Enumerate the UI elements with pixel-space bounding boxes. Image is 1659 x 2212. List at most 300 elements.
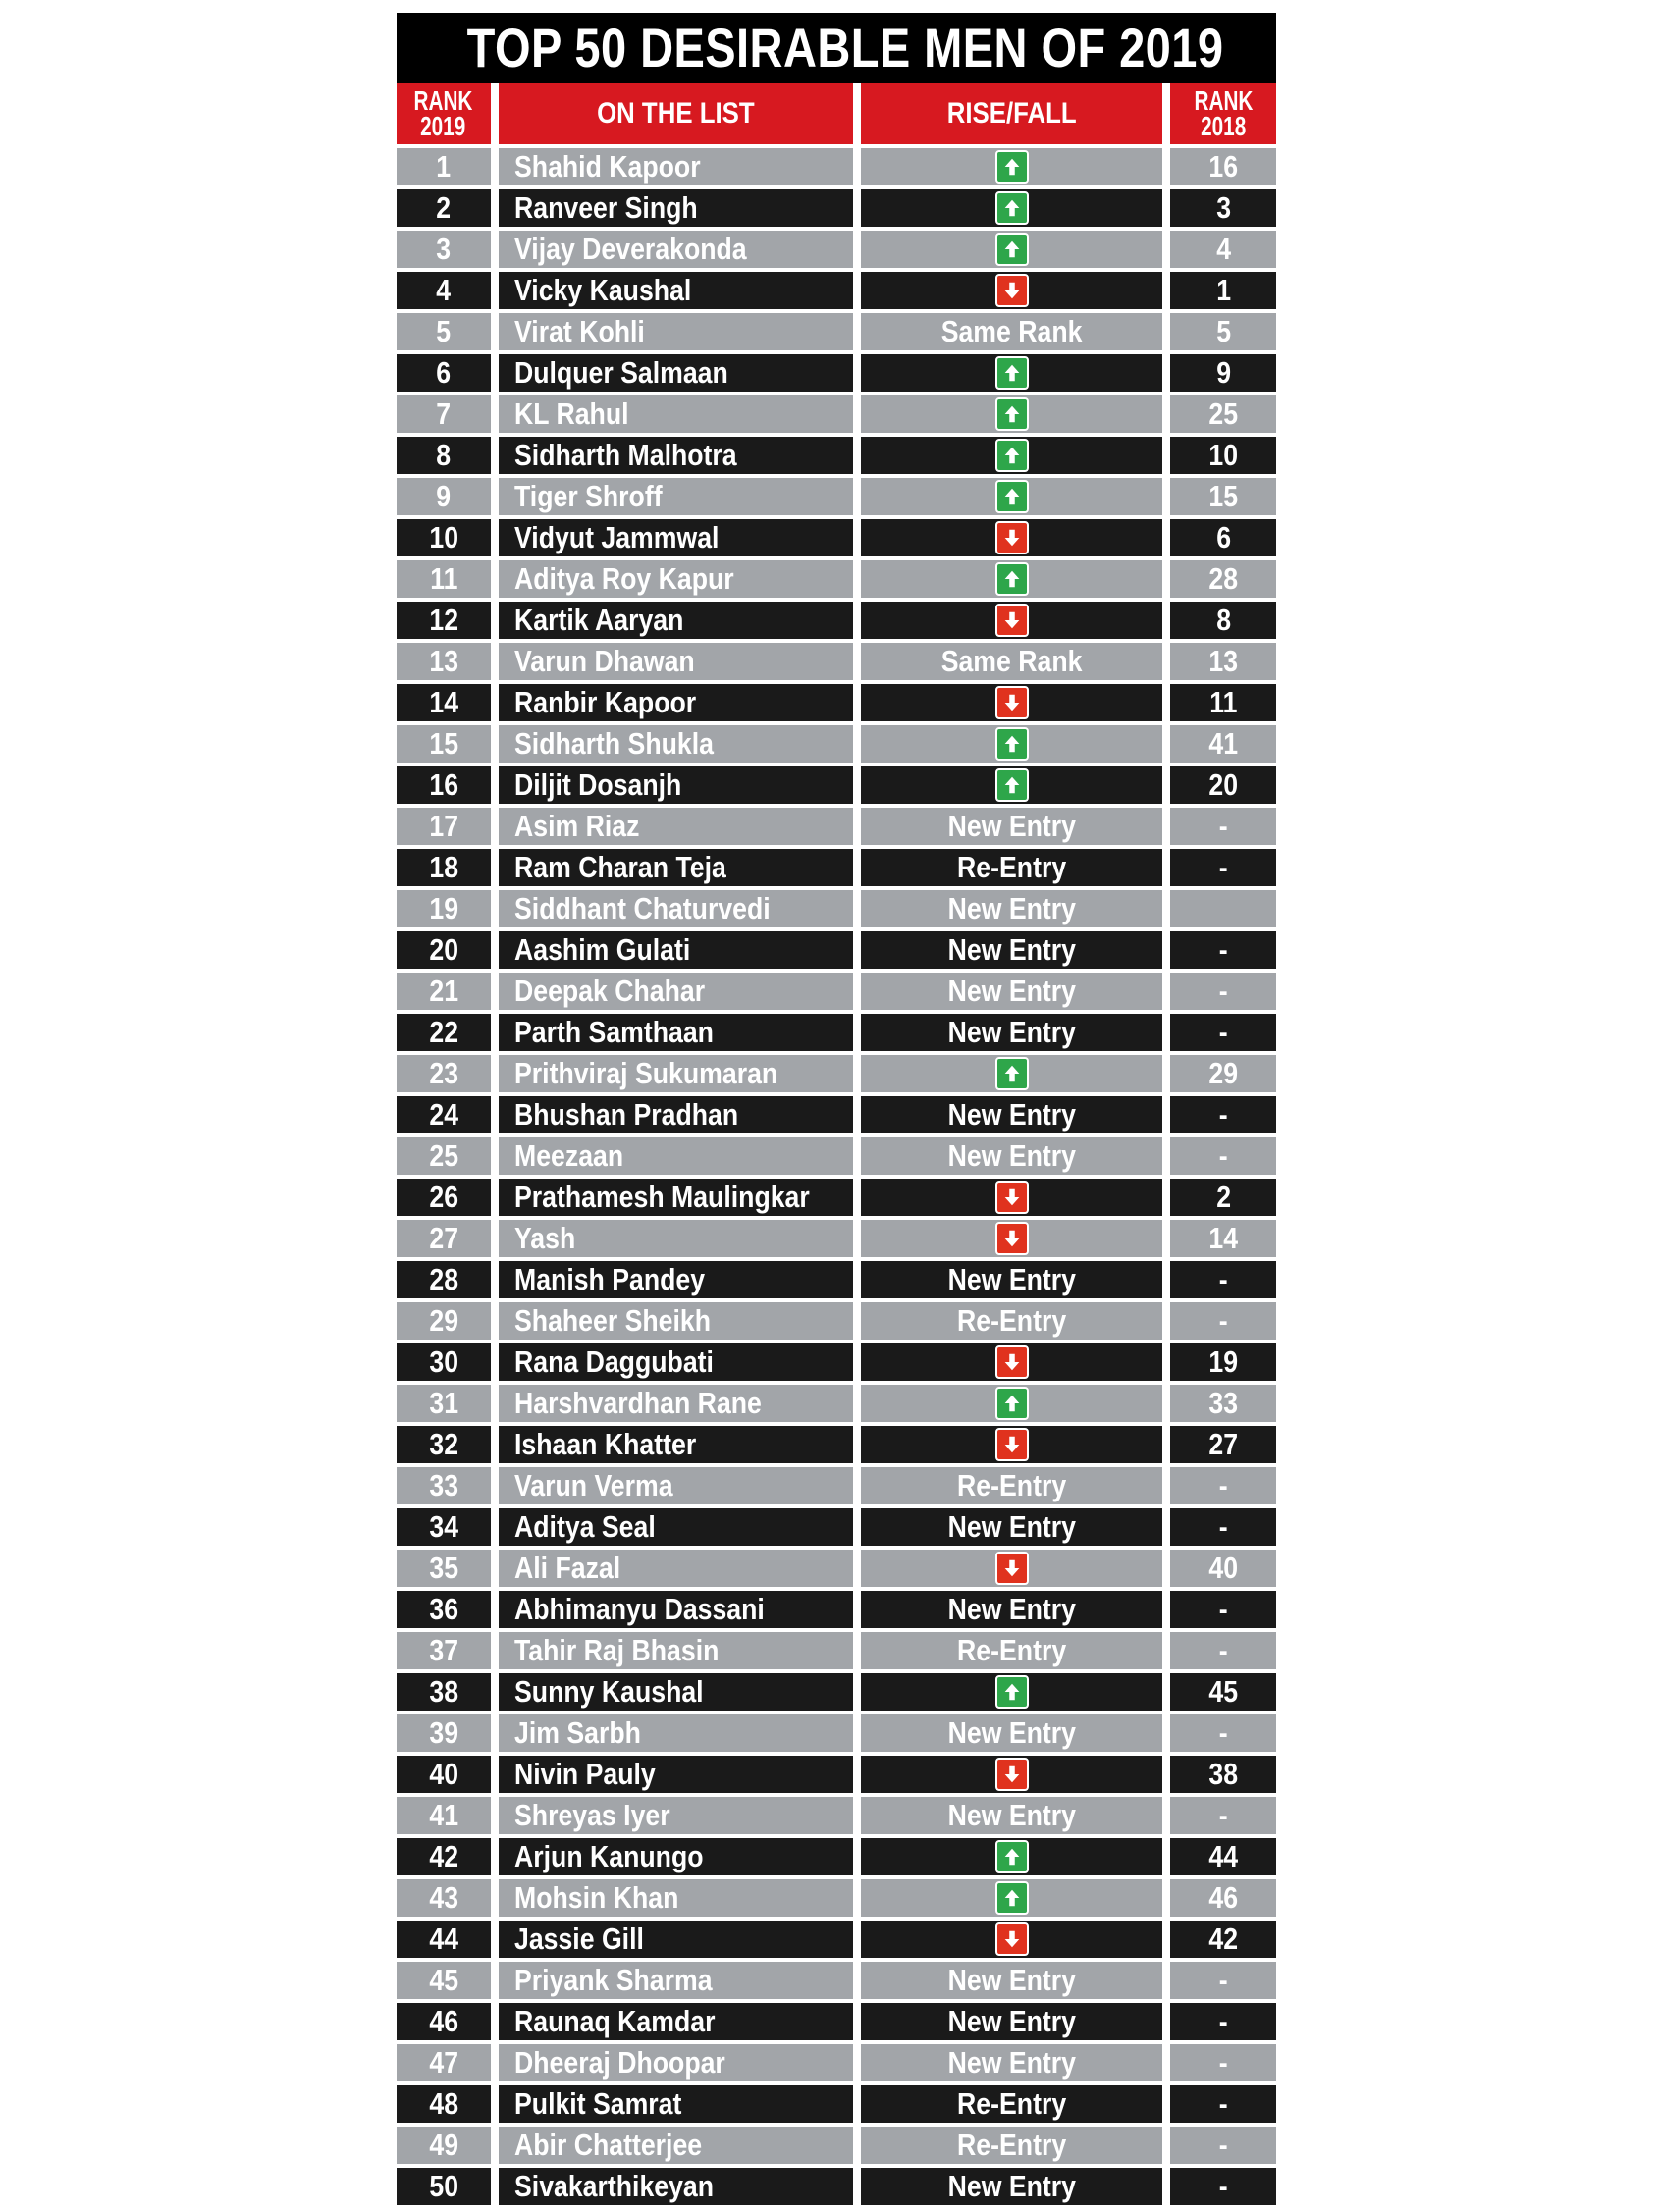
- rank-2018-cell: [1170, 725, 1276, 763]
- rank-2018-cell: [1170, 602, 1276, 639]
- name-cell: [499, 808, 853, 845]
- table-row: [397, 1879, 1276, 1917]
- rank-2018: -: [1218, 1097, 1228, 1132]
- rank-2018-cell: [1170, 808, 1276, 845]
- person-name: Ishaan Khatter: [513, 1427, 696, 1461]
- rank-2018: 8: [1215, 603, 1231, 637]
- rise-arrow-icon: [995, 480, 1029, 513]
- person-name: Arjun Kanungo: [513, 1839, 704, 1873]
- rank-2018-cell: [1170, 1673, 1276, 1711]
- table-row: [397, 725, 1276, 763]
- table-row: [397, 1632, 1276, 1669]
- table-row: [397, 1343, 1276, 1381]
- rank-2019: 49: [429, 2128, 458, 2162]
- rank-2019-cell: [397, 643, 491, 680]
- person-name: Aditya Seal: [513, 1509, 656, 1544]
- change-cell: [861, 1261, 1162, 1298]
- table-row: [397, 1426, 1276, 1463]
- person-name: Tiger Shroff: [513, 479, 663, 513]
- name-cell: [499, 1096, 853, 1133]
- rank-2019: 21: [429, 974, 458, 1008]
- person-name: Ali Fazal: [513, 1551, 620, 1585]
- name-cell: [499, 1343, 853, 1381]
- rank-2018: -: [1218, 1963, 1228, 1997]
- rank-2018-cell: [1170, 1591, 1276, 1628]
- change-cell: [861, 1426, 1162, 1463]
- name-cell: [499, 602, 853, 639]
- person-name: Raunaq Kamdar: [513, 2004, 716, 2038]
- rank-2018-cell: [1170, 189, 1276, 227]
- rank-2018: -: [1218, 1262, 1228, 1296]
- name-cell: [499, 2127, 853, 2164]
- change-label: New Entry: [947, 2045, 1076, 2080]
- table-row: [397, 478, 1276, 515]
- rank-2018-cell: [1170, 2127, 1276, 2164]
- table-header: [397, 83, 1276, 144]
- rank-2019-cell: [397, 2085, 491, 2123]
- name-cell: [499, 148, 853, 185]
- rise-arrow-icon: [995, 1387, 1029, 1420]
- change-cell: [861, 1797, 1162, 1834]
- rank-2018: 45: [1208, 1674, 1238, 1709]
- rank-2019-cell: [397, 560, 491, 598]
- rank-2018-cell: [1170, 354, 1276, 392]
- rank-2018: 2: [1215, 1180, 1231, 1214]
- rank-2018-cell: [1170, 643, 1276, 680]
- table-row: [397, 1137, 1276, 1175]
- rank-2018: -: [1218, 1303, 1228, 1338]
- rise-arrow-icon: [995, 356, 1029, 390]
- table-row: [397, 1673, 1276, 1711]
- rank-2018-cell: [1170, 973, 1276, 1010]
- change-label: New Entry: [947, 974, 1076, 1008]
- rank-2018: 29: [1208, 1056, 1238, 1090]
- rank-2019-cell: [397, 1343, 491, 1381]
- change-cell: [861, 1055, 1162, 1092]
- person-name: Aashim Gulati: [513, 932, 691, 967]
- person-name: Ranbir Kapoor: [513, 685, 696, 719]
- person-name: Abhimanyu Dassani: [513, 1592, 765, 1626]
- rank-2019-cell: [397, 973, 491, 1010]
- name-cell: [499, 1714, 853, 1752]
- header-rank-2018-top: RANK: [1194, 85, 1254, 116]
- table-row: [397, 395, 1276, 433]
- rank-2019: 40: [429, 1757, 458, 1791]
- rank-2019: 18: [429, 850, 458, 884]
- rank-2019-cell: [397, 1179, 491, 1216]
- name-cell: [499, 1962, 853, 1999]
- table-row: [397, 849, 1276, 886]
- rank-2019: 19: [429, 891, 458, 925]
- rise-arrow-icon: [995, 768, 1029, 802]
- change-cell: [861, 2003, 1162, 2040]
- change-cell: [861, 231, 1162, 268]
- change-cell: [861, 2085, 1162, 2123]
- rank-2018-cell: [1170, 272, 1276, 309]
- name-cell: [499, 1014, 853, 1051]
- rank-2018: 6: [1215, 520, 1231, 554]
- name-cell: [499, 1137, 853, 1175]
- person-name: Meezaan: [513, 1138, 623, 1173]
- change-cell: [861, 931, 1162, 969]
- table-row: [397, 1261, 1276, 1298]
- header-change-label: RISE/FALL: [946, 97, 1077, 130]
- title-bar: [397, 13, 1276, 83]
- rank-2018-cell: [1170, 1385, 1276, 1422]
- rank-2019: 46: [429, 2004, 458, 2038]
- name-cell: [499, 313, 853, 350]
- rank-2018-cell: [1170, 1921, 1276, 1958]
- person-name: Jassie Gill: [513, 1922, 644, 1956]
- rank-2019-cell: [397, 2168, 491, 2205]
- name-cell: [499, 2003, 853, 2040]
- rank-2019: 32: [429, 1427, 458, 1461]
- rise-arrow-icon: [995, 233, 1029, 266]
- change-cell: [861, 1179, 1162, 1216]
- name-cell: [499, 519, 853, 556]
- rank-2018-cell: [1170, 1343, 1276, 1381]
- table-row: [397, 2127, 1276, 2164]
- rank-2018-cell: [1170, 2044, 1276, 2081]
- rank-2019: 20: [429, 932, 458, 967]
- name-cell: [499, 189, 853, 227]
- rank-2018-cell: [1170, 395, 1276, 433]
- name-cell: [499, 1591, 853, 1628]
- change-cell: [861, 1550, 1162, 1587]
- person-name: Bhushan Pradhan: [513, 1097, 738, 1132]
- rank-2019: 2: [436, 190, 452, 225]
- rank-2019-cell: [397, 1137, 491, 1175]
- person-name: Virat Kohli: [513, 314, 645, 348]
- person-name: Deepak Chahar: [513, 974, 705, 1008]
- person-name: Vicky Kaushal: [513, 273, 692, 307]
- change-label: New Entry: [947, 1015, 1076, 1049]
- change-cell: [861, 766, 1162, 804]
- rank-2018: -: [1218, 1138, 1228, 1173]
- change-cell: [861, 519, 1162, 556]
- change-cell: [861, 1756, 1162, 1793]
- rank-2019: 8: [436, 438, 452, 472]
- table-row: [397, 808, 1276, 845]
- table-row: [397, 560, 1276, 598]
- fall-arrow-icon: [995, 1181, 1029, 1214]
- rise-arrow-icon: [995, 1675, 1029, 1709]
- rank-2019-cell: [397, 437, 491, 474]
- name-cell: [499, 931, 853, 969]
- rank-2019-cell: [397, 148, 491, 185]
- header-rank-2018: [1170, 83, 1276, 144]
- rise-arrow-icon: [995, 562, 1029, 596]
- rank-2019-cell: [397, 478, 491, 515]
- rank-2018: -: [1218, 1509, 1228, 1544]
- name-cell: [499, 560, 853, 598]
- rank-2019-cell: [397, 1302, 491, 1340]
- rank-2019-cell: [397, 1426, 491, 1463]
- table-row: [397, 890, 1276, 927]
- rise-arrow-icon: [995, 727, 1029, 761]
- rank-2018-cell: [1170, 931, 1276, 969]
- fall-arrow-icon: [995, 1428, 1029, 1461]
- rank-2019: 5: [436, 314, 452, 348]
- header-name: [499, 83, 853, 144]
- person-name: Rana Daggubati: [513, 1344, 714, 1379]
- rank-2018: 15: [1208, 479, 1238, 513]
- change-cell: [861, 148, 1162, 185]
- fall-arrow-icon: [995, 1552, 1029, 1585]
- name-cell: [499, 890, 853, 927]
- rank-2019: 23: [429, 1056, 458, 1090]
- change-label: New Entry: [947, 2004, 1076, 2038]
- rank-2019: 6: [436, 355, 452, 390]
- table-row: [397, 148, 1276, 185]
- rank-2018-cell: [1170, 148, 1276, 185]
- rank-2018: 20: [1208, 767, 1238, 802]
- table-row: [397, 1385, 1276, 1422]
- fall-arrow-icon: [995, 521, 1029, 554]
- rank-2018: 10: [1208, 438, 1238, 472]
- rank-2018-cell: [1170, 1632, 1276, 1669]
- rank-2018-cell: [1170, 1426, 1276, 1463]
- rank-2019: 38: [429, 1674, 458, 1709]
- rise-arrow-icon: [995, 1840, 1029, 1873]
- page-title: TOP 50 DESIRABLE MEN OF 2019: [467, 13, 1206, 83]
- change-cell: [861, 1343, 1162, 1381]
- rank-2018-cell: [1170, 437, 1276, 474]
- rank-2019-cell: [397, 1838, 491, 1875]
- rank-2018: 5: [1215, 314, 1231, 348]
- change-cell: [861, 1467, 1162, 1504]
- rank-2018-cell: [1170, 1055, 1276, 1092]
- person-name: Aditya Roy Kapur: [513, 561, 734, 596]
- rank-2018: 33: [1208, 1386, 1238, 1420]
- rank-2018-cell: [1170, 1261, 1276, 1298]
- rank-2019-cell: [397, 931, 491, 969]
- fall-arrow-icon: [995, 1222, 1029, 1255]
- header-name-label: ON THE LIST: [597, 97, 755, 130]
- name-cell: [499, 272, 853, 309]
- rank-2018-cell: [1170, 313, 1276, 350]
- rank-2018-cell: [1170, 1879, 1276, 1917]
- change-label: New Entry: [947, 1097, 1076, 1132]
- name-cell: [499, 2044, 853, 2081]
- name-cell: [499, 643, 853, 680]
- rank-2018-cell: [1170, 1014, 1276, 1051]
- rank-2019: 1: [436, 149, 452, 184]
- fall-arrow-icon: [995, 274, 1029, 307]
- rank-2019: 35: [429, 1551, 458, 1585]
- rank-2018-cell: [1170, 2003, 1276, 2040]
- rank-2019: 17: [429, 809, 458, 843]
- rank-2019-cell: [397, 890, 491, 927]
- table-row: [397, 1302, 1276, 1340]
- name-cell: [499, 1921, 853, 1958]
- fall-arrow-icon: [995, 1922, 1029, 1956]
- person-name: Ram Charan Teja: [513, 850, 726, 884]
- change-cell: [861, 395, 1162, 433]
- rank-2018: -: [1218, 1715, 1228, 1750]
- person-name: Sidharth Malhotra: [513, 438, 737, 472]
- rank-2019-cell: [397, 1014, 491, 1051]
- rank-2018: 11: [1209, 685, 1238, 719]
- table-row: [397, 1797, 1276, 1834]
- person-name: Parth Samthaan: [513, 1015, 714, 1049]
- name-cell: [499, 354, 853, 392]
- change-cell: [861, 1714, 1162, 1752]
- change-cell: [861, 2044, 1162, 2081]
- person-name: Mohsin Khan: [513, 1880, 679, 1915]
- table-row: [397, 602, 1276, 639]
- change-cell: [861, 1508, 1162, 1546]
- rank-2018: 14: [1208, 1221, 1238, 1255]
- rank-2019: 26: [429, 1180, 458, 1214]
- rank-2019-cell: [397, 2044, 491, 2081]
- person-name: Pulkit Samrat: [513, 2086, 682, 2121]
- change-cell: [861, 1096, 1162, 1133]
- table-row: [397, 1756, 1276, 1793]
- rank-2018-cell: [1170, 1962, 1276, 1999]
- change-label: Re-Entry: [957, 2128, 1067, 2162]
- change-cell: [861, 602, 1162, 639]
- rank-2019-cell: [397, 1261, 491, 1298]
- rank-2019: 10: [429, 520, 458, 554]
- person-name: KL Rahul: [513, 396, 629, 431]
- rank-2019-cell: [397, 1385, 491, 1422]
- header-rank-2019-bottom: 2019: [420, 111, 466, 141]
- name-cell: [499, 725, 853, 763]
- change-cell: [861, 1632, 1162, 1669]
- name-cell: [499, 766, 853, 804]
- rank-2018-cell: [1170, 766, 1276, 804]
- name-cell: [499, 1179, 853, 1216]
- person-name: Vijay Deverakonda: [513, 232, 747, 266]
- rank-2018: -: [1218, 2045, 1228, 2080]
- table-row: [397, 1508, 1276, 1546]
- rank-2019: 47: [429, 2045, 458, 2080]
- rank-2019: 44: [429, 1922, 458, 1956]
- rank-2019-cell: [397, 1220, 491, 1257]
- person-name: Vidyut Jammwal: [513, 520, 720, 554]
- table-row: [397, 766, 1276, 804]
- rank-2019-cell: [397, 849, 491, 886]
- rank-2018: -: [1218, 2169, 1228, 2203]
- rank-2018: 25: [1208, 396, 1238, 431]
- name-cell: [499, 1220, 853, 1257]
- rank-2019-cell: [397, 1673, 491, 1711]
- table-row: [397, 1220, 1276, 1257]
- rank-2018: 46: [1208, 1880, 1238, 1915]
- person-name: Dulquer Salmaan: [513, 355, 728, 390]
- name-cell: [499, 2085, 853, 2123]
- rank-2018: -: [1218, 1015, 1228, 1049]
- table-row: [397, 973, 1276, 1010]
- rank-2018: 3: [1215, 190, 1231, 225]
- name-cell: [499, 973, 853, 1010]
- rank-2019-cell: [397, 2003, 491, 2040]
- change-cell: [861, 849, 1162, 886]
- rank-2019: 27: [429, 1221, 458, 1255]
- person-name: Sivakarthikeyan: [513, 2169, 714, 2203]
- person-name: Varun Verma: [513, 1468, 673, 1502]
- rank-2018-cell: [1170, 1220, 1276, 1257]
- rank-2018: -: [1218, 1592, 1228, 1626]
- rank-2018-cell: [1170, 684, 1276, 721]
- change-cell: [861, 478, 1162, 515]
- person-name: Nivin Pauly: [513, 1757, 656, 1791]
- rank-2018: 13: [1208, 644, 1238, 678]
- table-row: [397, 684, 1276, 721]
- rank-2019: 14: [429, 685, 458, 719]
- table-row: [397, 189, 1276, 227]
- rank-2018: -: [1218, 2004, 1228, 2038]
- person-name: Manish Pandey: [513, 1262, 705, 1296]
- header-change: [861, 83, 1162, 144]
- person-name: Abir Chatterjee: [513, 2128, 702, 2162]
- name-cell: [499, 684, 853, 721]
- rankings-board: [397, 13, 1276, 2205]
- table-row: [397, 1714, 1276, 1752]
- rank-2019: 13: [429, 644, 458, 678]
- change-label: New Entry: [947, 1138, 1076, 1173]
- rank-2019: 33: [429, 1468, 458, 1502]
- rank-2019-cell: [397, 1714, 491, 1752]
- table-body: [397, 148, 1276, 2205]
- rank-2018-cell: [1170, 560, 1276, 598]
- rank-2019: 37: [429, 1633, 458, 1667]
- rank-2018: -: [1218, 974, 1228, 1008]
- change-label: New Entry: [947, 1798, 1076, 1832]
- name-cell: [499, 1838, 853, 1875]
- fall-arrow-icon: [995, 1345, 1029, 1379]
- person-name: Sidharth Shukla: [513, 726, 714, 761]
- table-row: [397, 1467, 1276, 1504]
- rise-arrow-icon: [995, 397, 1029, 431]
- rank-2019: 30: [429, 1344, 458, 1379]
- person-name: Sunny Kaushal: [513, 1674, 704, 1709]
- change-cell: [861, 643, 1162, 680]
- change-cell: [861, 2127, 1162, 2164]
- table-row: [397, 1591, 1276, 1628]
- person-name: Jim Sarbh: [513, 1715, 641, 1750]
- rank-2019: 24: [429, 1097, 458, 1132]
- rank-2019: 48: [429, 2086, 458, 2121]
- change-label: Re-Entry: [957, 1633, 1067, 1667]
- rank-2019: 22: [429, 1015, 458, 1049]
- rank-2019-cell: [397, 1797, 491, 1834]
- rank-2018-cell: [1170, 1508, 1276, 1546]
- name-cell: [499, 437, 853, 474]
- name-cell: [499, 1055, 853, 1092]
- table-row: [397, 2044, 1276, 2081]
- change-cell: [861, 560, 1162, 598]
- change-cell: [861, 1137, 1162, 1175]
- rank-2019-cell: [397, 1591, 491, 1628]
- person-name: Prathamesh Maulingkar: [513, 1180, 810, 1214]
- rank-2019-cell: [397, 1550, 491, 1587]
- name-cell: [499, 849, 853, 886]
- rank-2018-cell: [1170, 478, 1276, 515]
- rank-2018: -: [1218, 2128, 1228, 2162]
- rank-2018-cell: [1170, 1137, 1276, 1175]
- rank-2018: 19: [1208, 1344, 1238, 1379]
- person-name: Dheeraj Dhoopar: [513, 2045, 725, 2080]
- name-cell: [499, 1302, 853, 1340]
- rank-2019-cell: [397, 602, 491, 639]
- table-row: [397, 931, 1276, 969]
- rank-2019-cell: [397, 2127, 491, 2164]
- change-label: Re-Entry: [957, 2086, 1067, 2121]
- table-row: [397, 1962, 1276, 1999]
- fall-arrow-icon: [995, 686, 1029, 719]
